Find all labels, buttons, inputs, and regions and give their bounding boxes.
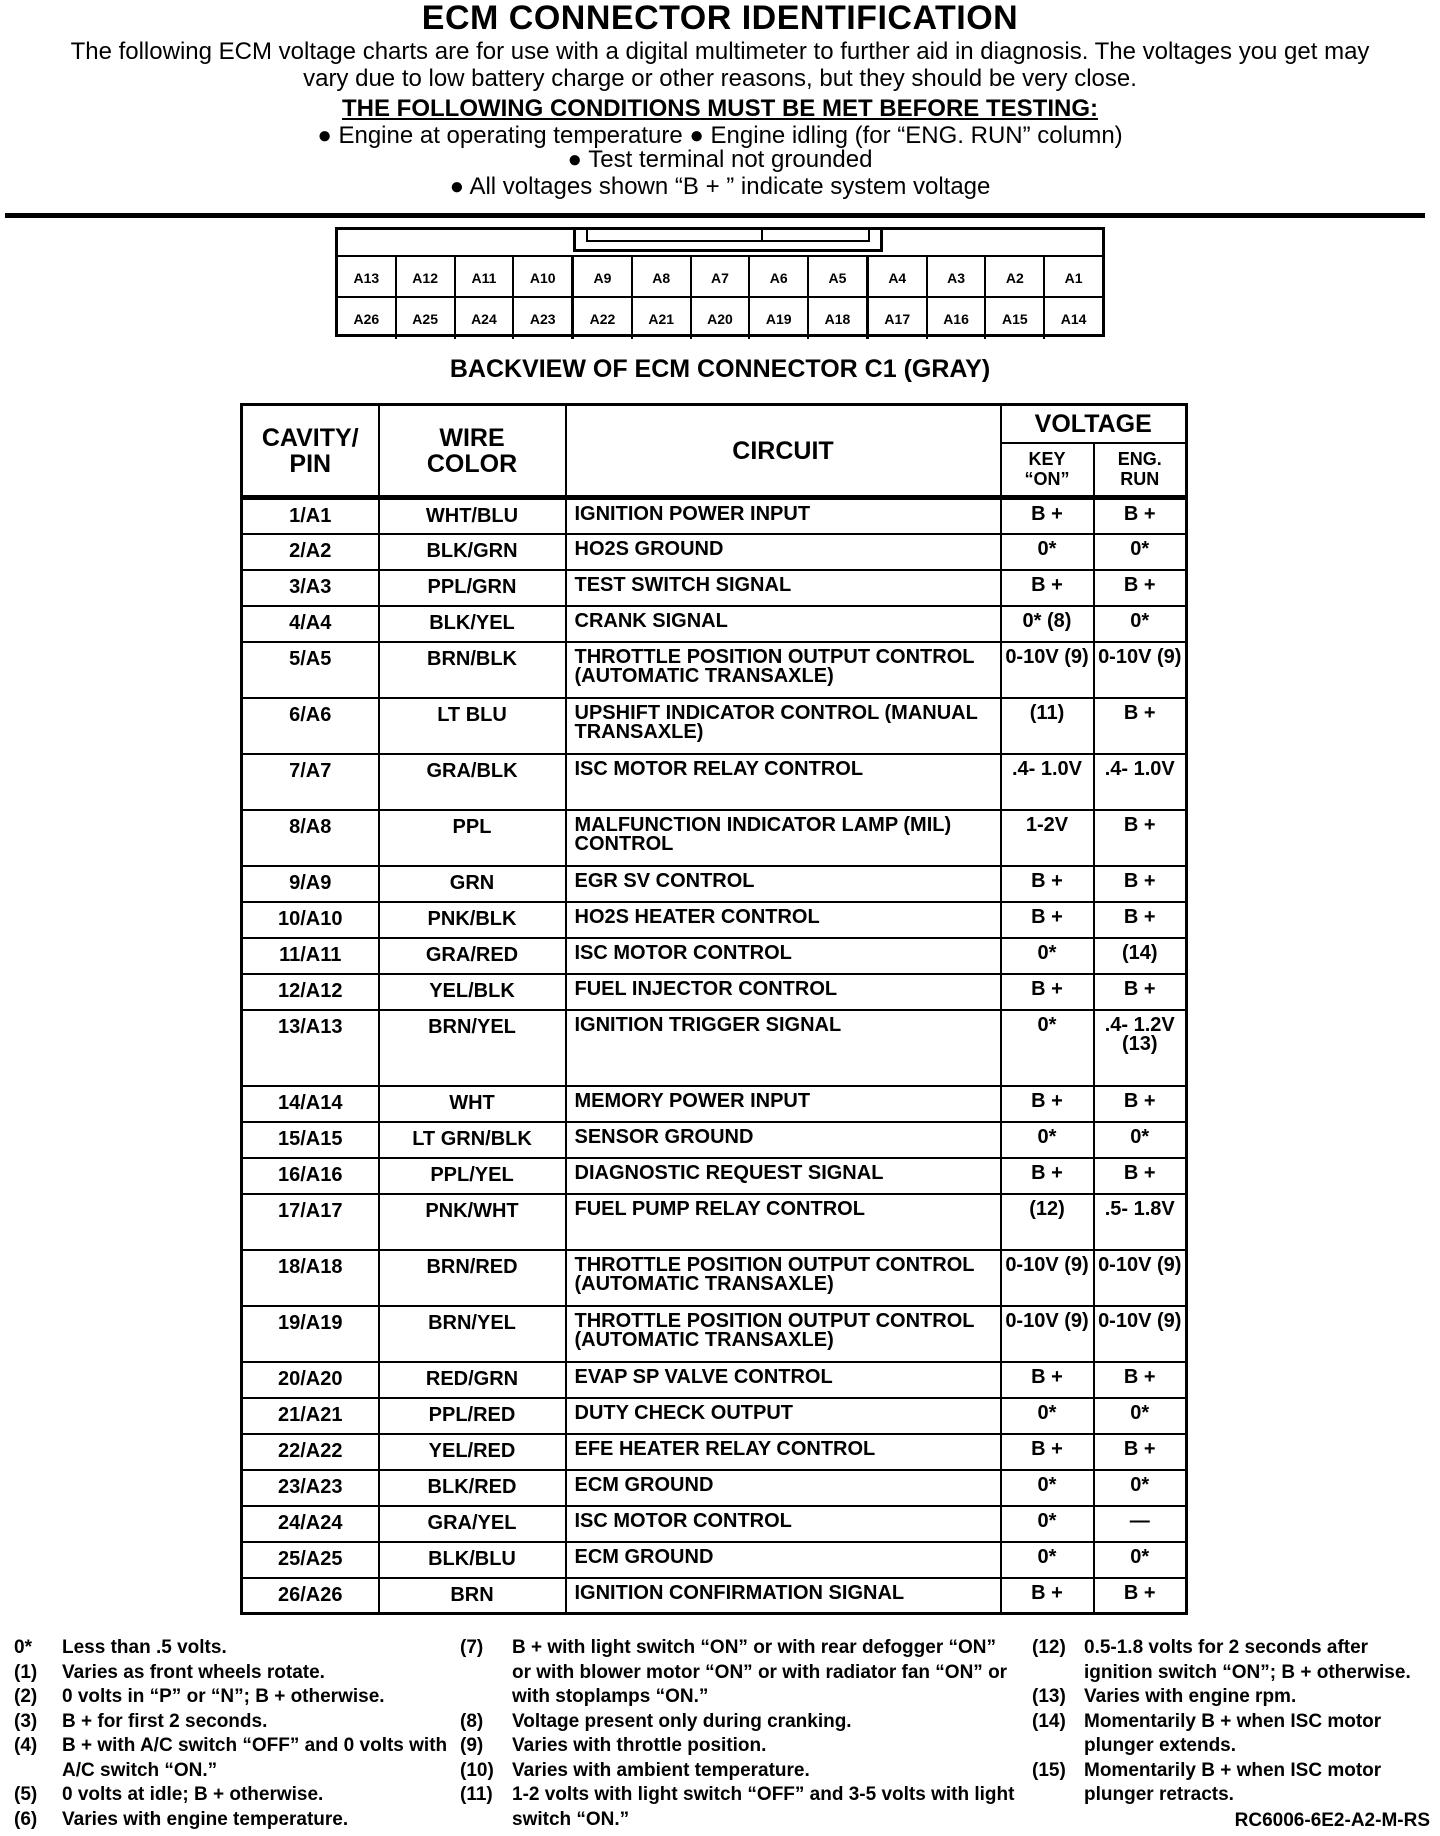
footnote-key: (15) xyxy=(1032,1759,1066,1781)
figure-code: RC6006-6E2-A2-M-RS xyxy=(1234,1810,1430,1831)
cell-circuit: SENSOR GROUND xyxy=(566,1122,1001,1158)
table-row xyxy=(242,1578,1187,1614)
cell-key-on: B + xyxy=(1001,866,1094,902)
cell-circuit: EFE HEATER RELAY CONTROL xyxy=(566,1434,1001,1470)
footnote-text: 0 volts in “P” or “N”; B + otherwise. xyxy=(62,1686,385,1707)
cell-key-on: 0* xyxy=(1001,938,1094,974)
cell-key-on: (11) xyxy=(1001,698,1094,754)
footnote xyxy=(14,1685,454,1710)
cell-circuit: FUEL PUMP RELAY CONTROL xyxy=(566,1194,1001,1250)
footnote xyxy=(14,1734,454,1783)
cell-cavity: 13/A13 xyxy=(242,1010,379,1086)
connector-pin: A25 xyxy=(397,298,456,339)
cell-key-on: .4- 1.0V xyxy=(1001,754,1094,810)
condition-line: ● Engine at operating temperature ● Engine idling (for “ENG. RUN” column) xyxy=(317,122,1123,149)
cell-eng-run: .5- 1.8V xyxy=(1094,1194,1187,1250)
footnote xyxy=(14,1710,454,1735)
table-row xyxy=(242,866,1187,902)
cell-cavity: 5/A5 xyxy=(242,642,379,698)
conditions-heading: THE FOLLOWING CONDITIONS MUST BE MET BEFORE TESTING: xyxy=(342,95,1098,122)
cell-circuit: THROTTLE POSITION OUTPUT CONTROL (AUTOMATIC TRANSAXLE) xyxy=(566,642,1001,698)
cell-wire-color: RED/GRN xyxy=(379,1362,566,1398)
footnote-text: Varies with engine temperature. xyxy=(62,1808,349,1830)
cell-key-on: B + xyxy=(1001,1158,1094,1194)
cell-eng-run: B + xyxy=(1094,498,1187,534)
footnote-key: (9) xyxy=(460,1735,484,1756)
connector-pin: A22 xyxy=(574,298,633,339)
cell-cavity: 12/A12 xyxy=(242,974,379,1010)
table-row xyxy=(242,1434,1187,1470)
connector-caption: BACKVIEW OF ECM CONNECTOR C1 (GRAY) xyxy=(449,355,991,383)
cell-circuit: HO2S GROUND xyxy=(566,534,1001,570)
footnote-key: (2) xyxy=(14,1686,38,1707)
footnote-key: (3) xyxy=(14,1710,38,1732)
cell-eng-run: B + xyxy=(1094,1362,1187,1398)
footnote-text: Voltage present only during cranking. xyxy=(512,1710,852,1732)
footnote-text: B + with light switch “ON” or with rear defogger “ON” or with blower motor “ON” or with radiator fan “ON” or with stoplamps “ON.” xyxy=(512,1637,1008,1707)
cell-key-on: 0* xyxy=(1001,1470,1094,1506)
footnote-text: 0 volts at idle; B + otherwise. xyxy=(62,1784,324,1805)
cell-eng-run: 0-10V (9) xyxy=(1094,1250,1187,1306)
cell-key-on: 0* (8) xyxy=(1001,606,1094,642)
header-wire-color: WIRE COLOR xyxy=(379,405,566,498)
cell-wire-color: YEL/RED xyxy=(379,1434,566,1470)
footnote xyxy=(460,1710,1020,1735)
connector-pin: A16 xyxy=(928,298,987,339)
cell-eng-run: B + xyxy=(1094,1158,1187,1194)
cell-eng-run: 0* xyxy=(1094,1542,1187,1578)
footnote-key: (11) xyxy=(460,1784,493,1805)
cell-eng-run: B + xyxy=(1094,570,1187,606)
cell-eng-run: 0-10V (9) xyxy=(1094,1306,1187,1362)
table-row xyxy=(242,754,1187,810)
cell-key-on: 0-10V (9) xyxy=(1001,1306,1094,1362)
header-voltage: VOLTAGE xyxy=(1001,405,1187,443)
table-row xyxy=(242,902,1187,938)
table-row xyxy=(242,1122,1187,1158)
cell-eng-run: B + xyxy=(1094,810,1187,866)
cell-cavity: 2/A2 xyxy=(242,534,379,570)
connector-pin: A11 xyxy=(456,257,515,298)
cell-eng-run: B + xyxy=(1094,866,1187,902)
table-row xyxy=(242,1362,1187,1398)
cell-circuit: IGNITION POWER INPUT xyxy=(566,498,1001,534)
cell-cavity: 19/A19 xyxy=(242,1306,379,1362)
cell-cavity: 3/A3 xyxy=(242,570,379,606)
footnote-text: Momentarily B + when ISC motor plunger extends. xyxy=(1084,1710,1382,1756)
cell-circuit: CRANK SIGNAL xyxy=(566,606,1001,642)
cell-eng-run: .4- 1.0V xyxy=(1094,754,1187,810)
cell-key-on: B + xyxy=(1001,902,1094,938)
footnote-text: Less than .5 volts. xyxy=(62,1637,227,1658)
cell-wire-color: GRN xyxy=(379,866,566,902)
cell-cavity: 7/A7 xyxy=(242,754,379,810)
cell-eng-run: B + xyxy=(1094,698,1187,754)
connector-pin: A21 xyxy=(633,298,692,339)
cell-eng-run: .4- 1.2V (13) xyxy=(1094,1010,1187,1086)
cell-key-on: B + xyxy=(1001,570,1094,606)
connector-pin: A12 xyxy=(397,257,456,298)
footnote-text: B + for first 2 seconds. xyxy=(62,1710,268,1732)
footnote-key: (7) xyxy=(460,1637,484,1658)
connector-pin: A5 xyxy=(809,257,869,298)
cell-cavity: 23/A23 xyxy=(242,1470,379,1506)
cell-key-on: B + xyxy=(1001,1578,1094,1614)
cell-wire-color: PNK/WHT xyxy=(379,1194,566,1250)
footnote-text: Varies with engine rpm. xyxy=(1084,1686,1297,1707)
cell-wire-color: BLK/BLU xyxy=(379,1542,566,1578)
cell-key-on: B + xyxy=(1001,498,1094,534)
cell-wire-color: BLK/GRN xyxy=(379,534,566,570)
footnote xyxy=(460,1636,1020,1710)
cell-cavity: 16/A16 xyxy=(242,1158,379,1194)
cell-key-on: 0* xyxy=(1001,1542,1094,1578)
connector-pin: A24 xyxy=(456,298,515,339)
cell-circuit: ECM GROUND xyxy=(566,1542,1001,1578)
footnote-key: (6) xyxy=(14,1808,38,1830)
connector-pin: A14 xyxy=(1060,310,1087,327)
footnote xyxy=(1032,1636,1440,1685)
connector-latch xyxy=(573,230,883,252)
cell-cavity: 1/A1 xyxy=(242,498,379,534)
cell-circuit: IGNITION TRIGGER SIGNAL xyxy=(566,1010,1001,1086)
table-row xyxy=(242,1158,1187,1194)
cell-cavity: 11/A11 xyxy=(242,938,379,974)
cell-circuit: FUEL INJECTOR CONTROL xyxy=(566,974,1001,1010)
table-row xyxy=(242,1542,1187,1578)
cell-wire-color: YEL/BLK xyxy=(379,974,566,1010)
table-row xyxy=(242,810,1187,866)
connector-latch-inner xyxy=(586,230,870,242)
condition-line: ● All voltages shown “B + ” indicate system voltage xyxy=(449,173,991,200)
cell-key-on: B + xyxy=(1001,1434,1094,1470)
cell-circuit: ISC MOTOR CONTROL xyxy=(566,938,1001,974)
cell-eng-run: 0* xyxy=(1094,534,1187,570)
cell-key-on: 0-10V (9) xyxy=(1001,1250,1094,1306)
page-title: ECM CONNECTOR IDENTIFICATION xyxy=(421,0,1019,37)
table-row xyxy=(242,534,1187,570)
footnote xyxy=(14,1808,454,1833)
footnote-key: (12) xyxy=(1032,1637,1066,1658)
cell-wire-color: PPL/YEL xyxy=(379,1158,566,1194)
table-row xyxy=(242,974,1187,1010)
cell-cavity: 24/A24 xyxy=(242,1506,379,1542)
cell-key-on: 1-2V xyxy=(1001,810,1094,866)
cell-key-on: 0* xyxy=(1001,1506,1094,1542)
table-row xyxy=(242,1194,1187,1250)
pinout-table xyxy=(240,403,1188,1615)
table-row xyxy=(242,1398,1187,1434)
intro-text: The following ECM voltage charts are for use with a digital multimeter to further aid in diagnosis. The voltages you get may vary due to low battery charge or other reasons, but they should be very close. xyxy=(70,38,1370,92)
condition-line: ● Test terminal not grounded xyxy=(567,146,873,173)
cell-wire-color: BLK/YEL xyxy=(379,606,566,642)
footnote-text: B + with A/C switch “OFF” and 0 volts with A/C switch “ON.” xyxy=(62,1735,448,1781)
cell-wire-color: GRA/BLK xyxy=(379,754,566,810)
cell-wire-color: GRA/RED xyxy=(379,938,566,974)
cell-wire-color: WHT xyxy=(379,1086,566,1122)
cell-circuit: IGNITION CONFIRMATION SIGNAL xyxy=(566,1578,1001,1614)
divider-rule xyxy=(5,213,1425,218)
connector-pin: A13 xyxy=(338,257,397,298)
table-row xyxy=(242,1506,1187,1542)
cell-eng-run: — xyxy=(1094,1506,1187,1542)
connector-pin: A10 xyxy=(514,257,574,298)
cell-cavity: 9/A9 xyxy=(242,866,379,902)
footnote-key: (4) xyxy=(14,1735,38,1756)
cell-wire-color: BRN/YEL xyxy=(379,1010,566,1086)
table-row xyxy=(242,642,1187,698)
connector-pin: A23 xyxy=(514,298,574,339)
cell-cavity: 18/A18 xyxy=(242,1250,379,1306)
cell-wire-color: GRA/YEL xyxy=(379,1506,566,1542)
connector-pin: A8 xyxy=(633,257,692,298)
table-row xyxy=(242,1010,1187,1086)
cell-wire-color: LT GRN/BLK xyxy=(379,1122,566,1158)
table-row xyxy=(242,1086,1187,1122)
footnote-text: 1-2 volts with light switch “OFF” and 3-5 volts with light switch “ON.” xyxy=(512,1784,1015,1830)
cell-wire-color: PPL/GRN xyxy=(379,570,566,606)
table-row xyxy=(242,1470,1187,1506)
cell-key-on: (12) xyxy=(1001,1194,1094,1250)
cell-eng-run: 0* xyxy=(1094,1470,1187,1506)
cell-cavity: 22/A22 xyxy=(242,1434,379,1470)
footnote xyxy=(1032,1710,1440,1759)
cell-circuit: ISC MOTOR CONTROL xyxy=(566,1506,1001,1542)
footnote-text: Varies with throttle position. xyxy=(512,1735,767,1756)
table-row xyxy=(242,606,1187,642)
cell-wire-color: BLK/RED xyxy=(379,1470,566,1506)
footnote-text: 0.5-1.8 volts for 2 seconds after ignition switch “ON”; B + otherwise. xyxy=(1084,1637,1411,1683)
cell-circuit: ISC MOTOR RELAY CONTROL xyxy=(566,754,1001,810)
cell-circuit: HO2S HEATER CONTROL xyxy=(566,902,1001,938)
cell-circuit: MALFUNCTION INDICATOR LAMP (MIL) CONTROL xyxy=(566,810,1001,866)
connector-pin: A4 xyxy=(869,257,928,298)
cell-circuit: THROTTLE POSITION OUTPUT CONTROL (AUTOMATIC TRANSAXLE) xyxy=(566,1250,1001,1306)
cell-wire-color: WHT/BLU xyxy=(379,498,566,534)
connector-pin: A6 xyxy=(750,257,809,298)
connector-diagram xyxy=(335,227,1105,337)
notes-column-2 xyxy=(460,1636,1020,1832)
cell-cavity: 15/A15 xyxy=(242,1122,379,1158)
footnote-key: (1) xyxy=(14,1661,38,1683)
connector-pin: A1 xyxy=(1064,269,1083,286)
connector-pin: A18 xyxy=(809,298,869,339)
connector-pin: A9 xyxy=(574,257,633,298)
cell-circuit: DIAGNOSTIC REQUEST SIGNAL xyxy=(566,1158,1001,1194)
table-row xyxy=(242,1306,1187,1362)
cell-cavity: 25/A25 xyxy=(242,1542,379,1578)
footnote xyxy=(14,1661,454,1686)
cell-cavity: 8/A8 xyxy=(242,810,379,866)
cell-eng-run: 0* xyxy=(1094,606,1187,642)
table-row xyxy=(242,1250,1187,1306)
header-cavity: CAVITY/ PIN xyxy=(242,405,379,498)
cell-eng-run: B + xyxy=(1094,1578,1187,1614)
connector-pin: A15 xyxy=(986,298,1045,339)
footnote-key: (10) xyxy=(460,1759,494,1781)
notes-column-1 xyxy=(14,1636,454,1832)
cell-circuit: UPSHIFT INDICATOR CONTROL (MANUAL TRANSAXLE) xyxy=(566,698,1001,754)
cell-circuit: DUTY CHECK OUTPUT xyxy=(566,1398,1001,1434)
cell-circuit: EGR SV CONTROL xyxy=(566,866,1001,902)
connector-pin: A2 xyxy=(986,257,1045,298)
footnote-key: 0* xyxy=(14,1637,32,1658)
footnote xyxy=(14,1636,454,1661)
cell-key-on: 0* xyxy=(1001,1398,1094,1434)
cell-wire-color: PNK/BLK xyxy=(379,902,566,938)
cell-wire-color: BRN/YEL xyxy=(379,1306,566,1362)
cell-key-on: 0* xyxy=(1001,1122,1094,1158)
cell-wire-color: BRN/BLK xyxy=(379,642,566,698)
cell-cavity: 10/A10 xyxy=(242,902,379,938)
pinout-table-wrap xyxy=(240,403,1188,1615)
connector-pin: A7 xyxy=(692,257,751,298)
cell-cavity: 6/A6 xyxy=(242,698,379,754)
cell-cavity: 21/A21 xyxy=(242,1398,379,1434)
footnote-text: Varies with ambient temperature. xyxy=(512,1759,810,1781)
cell-wire-color: PPL/RED xyxy=(379,1398,566,1434)
cell-circuit: THROTTLE POSITION OUTPUT CONTROL (AUTOMATIC TRANSAXLE) xyxy=(566,1306,1001,1362)
footnote xyxy=(460,1734,1020,1759)
connector-latch-divider xyxy=(761,230,763,242)
cell-eng-run: B + xyxy=(1094,902,1187,938)
connector-pin: A20 xyxy=(692,298,751,339)
cell-eng-run: B + xyxy=(1094,1434,1187,1470)
connector-row-bottom xyxy=(338,296,1102,339)
cell-key-on: 0-10V (9) xyxy=(1001,642,1094,698)
footnote xyxy=(1032,1685,1440,1710)
footnote-key: (5) xyxy=(14,1784,38,1805)
header-circuit: CIRCUIT xyxy=(566,405,1001,498)
cell-cavity: 20/A20 xyxy=(242,1362,379,1398)
cell-cavity: 14/A14 xyxy=(242,1086,379,1122)
footnote-key: (14) xyxy=(1032,1710,1066,1732)
connector-pin: A17 xyxy=(869,298,928,339)
cell-eng-run: B + xyxy=(1094,974,1187,1010)
cell-eng-run: 0* xyxy=(1094,1398,1187,1434)
cell-wire-color: BRN xyxy=(379,1578,566,1614)
cell-circuit: ECM GROUND xyxy=(566,1470,1001,1506)
cell-eng-run: B + xyxy=(1094,1086,1187,1122)
footnote xyxy=(460,1759,1020,1784)
table-row xyxy=(242,498,1187,534)
cell-key-on: 0* xyxy=(1001,1010,1094,1086)
footnote xyxy=(1032,1759,1440,1808)
connector-pin: A26 xyxy=(338,298,397,339)
footnote-key: (8) xyxy=(460,1710,484,1732)
cell-wire-color: LT BLU xyxy=(379,698,566,754)
cell-key-on: 0* xyxy=(1001,534,1094,570)
footnote-text: Momentarily B + when ISC motor plunger retracts. xyxy=(1084,1759,1382,1805)
cell-cavity: 17/A17 xyxy=(242,1194,379,1250)
header-eng-run: ENG. RUN xyxy=(1094,443,1187,498)
cell-wire-color: BRN/RED xyxy=(379,1250,566,1306)
notes-column-3 xyxy=(1032,1636,1440,1808)
table-row xyxy=(242,938,1187,974)
cell-key-on: B + xyxy=(1001,1362,1094,1398)
cell-key-on: B + xyxy=(1001,974,1094,1010)
header-key-on: KEY “ON” xyxy=(1001,443,1094,498)
cell-circuit: EVAP SP VALVE CONTROL xyxy=(566,1362,1001,1398)
footnote-key: (13) xyxy=(1032,1686,1066,1707)
cell-key-on: B + xyxy=(1001,1086,1094,1122)
cell-eng-run: (14) xyxy=(1094,938,1187,974)
cell-circuit: MEMORY POWER INPUT xyxy=(566,1086,1001,1122)
cell-cavity: 26/A26 xyxy=(242,1578,379,1614)
cell-cavity: 4/A4 xyxy=(242,606,379,642)
connector-row-top xyxy=(338,255,1102,298)
cell-circuit: TEST SWITCH SIGNAL xyxy=(566,570,1001,606)
table-row xyxy=(242,698,1187,754)
connector-pin: A19 xyxy=(750,298,809,339)
cell-eng-run: 0-10V (9) xyxy=(1094,642,1187,698)
cell-eng-run: 0* xyxy=(1094,1122,1187,1158)
connector-pin: A3 xyxy=(928,257,987,298)
table-row xyxy=(242,570,1187,606)
footnote-text: Varies as front wheels rotate. xyxy=(62,1661,325,1683)
footnote xyxy=(460,1783,1020,1832)
footnote xyxy=(14,1783,454,1808)
cell-wire-color: PPL xyxy=(379,810,566,866)
